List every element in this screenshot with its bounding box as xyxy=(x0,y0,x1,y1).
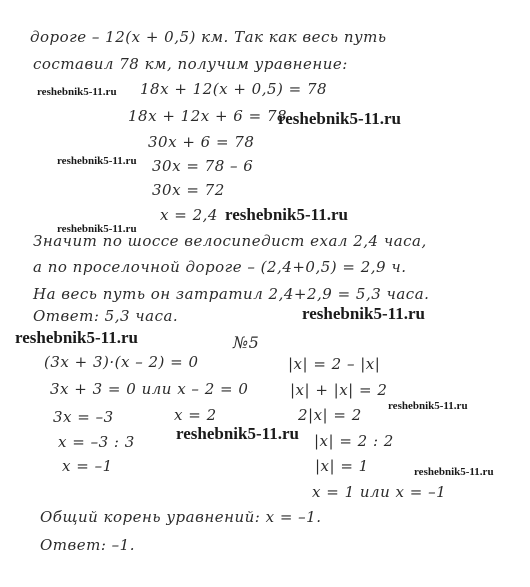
equation-line: x = 2,4 xyxy=(160,206,218,224)
watermark: reshebnik5-11.ru xyxy=(302,304,425,323)
equation-line: 18x + 12x + 6 = 78 xyxy=(128,107,288,125)
final-answer-line: Ответ: –1. xyxy=(40,536,135,554)
equation-line: 18x + 12(x + 0,5) = 78 xyxy=(140,80,328,98)
equation-line: 30x = 78 – 6 xyxy=(152,157,254,175)
watermark: reshebnik5-11.ru xyxy=(278,109,401,128)
equation-line: 30x + 6 = 78 xyxy=(148,133,255,151)
left-equation-line: x = 2 xyxy=(174,406,217,424)
watermark: reshebnik5-11.ru xyxy=(57,155,137,167)
equation-line: 30x = 72 xyxy=(152,181,225,199)
watermark: reshebnik5-11.ru xyxy=(37,86,117,98)
text-line-highway-time: Значит по шоссе велосипедист ехал 2,4 часа, xyxy=(33,232,427,250)
left-equation-line: x = –1 xyxy=(62,457,113,475)
left-equation-line: x = –3 : 3 xyxy=(58,433,135,451)
watermark: reshebnik5-11.ru xyxy=(225,205,348,224)
watermark: reshebnik5-11.ru xyxy=(388,400,468,412)
answer-line: Ответ: 5,3 часа. xyxy=(33,307,179,325)
right-equation-line: |x| = 1 xyxy=(315,457,369,475)
right-equation-line: x = 1 или x = –1 xyxy=(312,483,447,501)
watermark: reshebnik5-11.ru xyxy=(176,424,299,443)
left-equation-line: 3x = –3 xyxy=(53,408,114,426)
left-equation-line: 3x + 3 = 0 или x – 2 = 0 xyxy=(50,380,249,398)
right-equation-line: 2|x| = 2 xyxy=(298,406,362,424)
common-root-line: Общий корень уравнений: x = –1. xyxy=(40,508,322,526)
left-equation-line: (3x + 3)·(x – 2) = 0 xyxy=(44,353,199,371)
text-line-equation-intro: составил 78 км, получим уравнение: xyxy=(33,55,348,73)
watermark: reshebnik5-11.ru xyxy=(57,223,137,235)
watermark: reshebnik5-11.ru xyxy=(414,466,494,478)
watermark: reshebnik5-11.ru xyxy=(15,328,138,347)
right-equation-line: |x| = 2 – |x| xyxy=(288,355,381,373)
problem-number: №5 xyxy=(233,333,260,352)
text-line-country-road-time: а по проселочной дороге – (2,4+0,5) = 2,9 ч. xyxy=(33,258,407,276)
right-equation-line: |x| + |x| = 2 xyxy=(290,381,388,399)
text-line-road-distance: дороге – 12(x + 0,5) км. Так как весь путь xyxy=(30,28,387,46)
text-line-total-time: На весь путь он затратил 2,4+2,9 = 5,3 часа. xyxy=(33,285,430,303)
right-equation-line: |x| = 2 : 2 xyxy=(314,432,394,450)
